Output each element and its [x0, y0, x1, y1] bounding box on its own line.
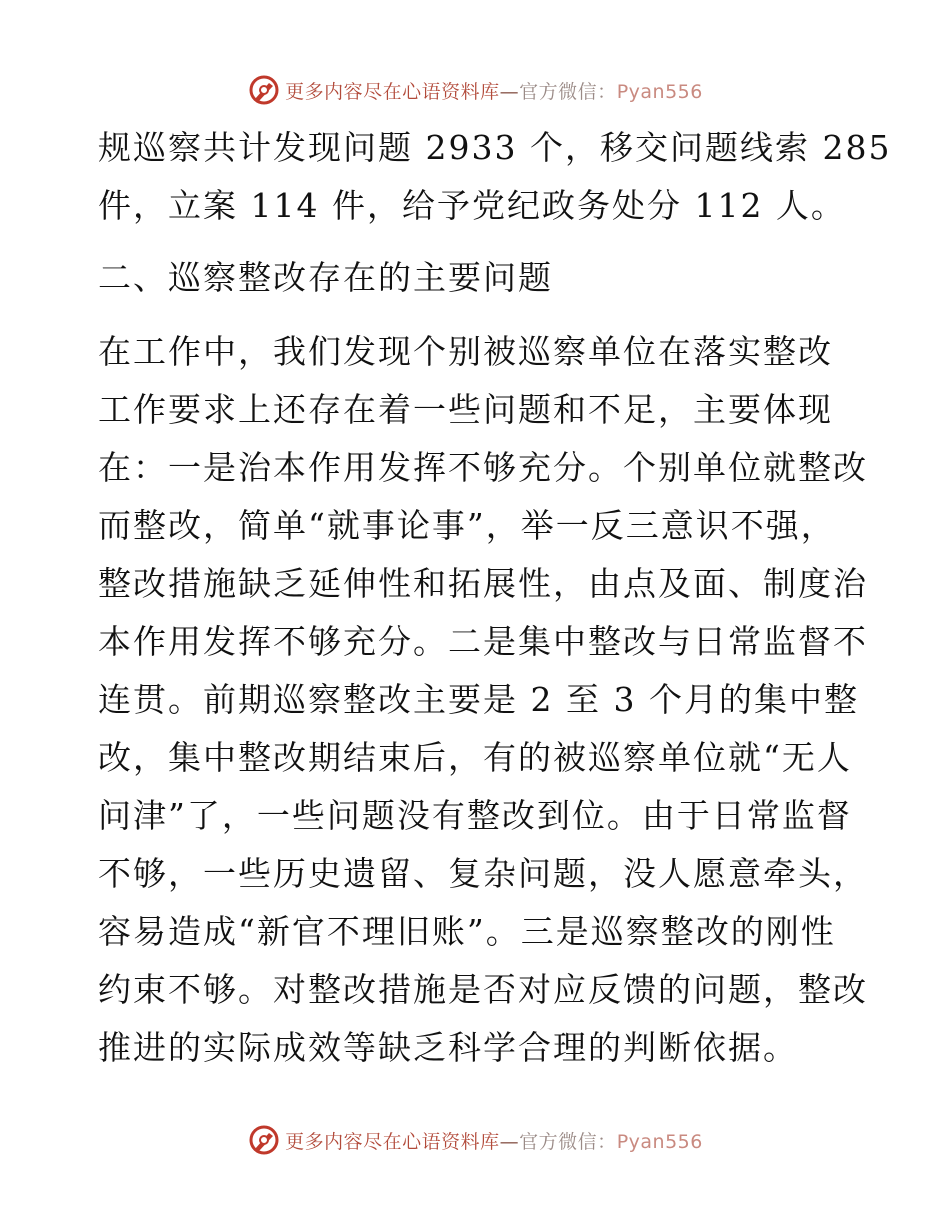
watermark-separator: —	[499, 80, 520, 103]
watermark-text	[285, 77, 703, 104]
text-line: 件，立案 114 件，给予党纪政务处分 112 人。	[98, 186, 846, 225]
text-line: 整改措施缺乏延伸性和拓展性，由点及面、制度治	[98, 564, 868, 603]
text-line: 不够，一些历史遗留、复杂问题，没人愿意牵头，	[98, 854, 868, 893]
text-line: 改，集中整改期结束后，有的被巡察单位就“无人	[98, 738, 852, 777]
watermark-wechat-label: 官方微信：	[519, 80, 617, 103]
text-line: 在：一是治本作用发挥不够充分。个别单位就整改	[98, 448, 868, 487]
text-line: 问津”了，一些问题没有整改到位。由于日常监督	[98, 796, 852, 835]
text-line: 在工作中，我们发现个别被巡察单位在落实整改	[98, 332, 833, 371]
watermark-separator: —	[499, 1130, 520, 1153]
text-line: 而整改，简单“就事论事”，举一反三意识不强，	[98, 506, 836, 545]
section-heading: 二、巡察整改存在的主要问题	[98, 258, 553, 297]
watermark-wechat-id: Pyan556	[616, 80, 703, 103]
text-line: 容易造成“新官不理旧账”。三是巡察整改的刚性	[98, 912, 836, 951]
watermark-main: 更多内容尽在心语资料库	[285, 80, 500, 103]
text-line: 约束不够。对整改措施是否对应反馈的问题，整改	[98, 970, 868, 1009]
text-line: 推进的实际成效等缺乏科学合理的判断依据。	[98, 1028, 798, 1067]
text-line: 本作用发挥不够充分。二是集中整改与日常监督不	[98, 622, 868, 661]
text-line: 规巡察共计发现问题 2933 个，移交问题线索 285	[98, 128, 892, 167]
header-watermark	[0, 72, 950, 108]
logo-icon	[247, 73, 281, 107]
watermark-main: 更多内容尽在心语资料库	[285, 1130, 500, 1153]
text-line: 连贯。前期巡察整改主要是 2 至 3 个月的集中整	[98, 680, 859, 719]
text-line: 工作要求上还存在着一些问题和不足，主要体现	[98, 390, 833, 429]
logo-icon	[247, 1123, 281, 1157]
watermark-text	[285, 1127, 703, 1154]
watermark-wechat-id: Pyan556	[616, 1130, 703, 1153]
watermark-wechat-label: 官方微信：	[519, 1130, 617, 1153]
footer-watermark	[0, 1122, 950, 1158]
